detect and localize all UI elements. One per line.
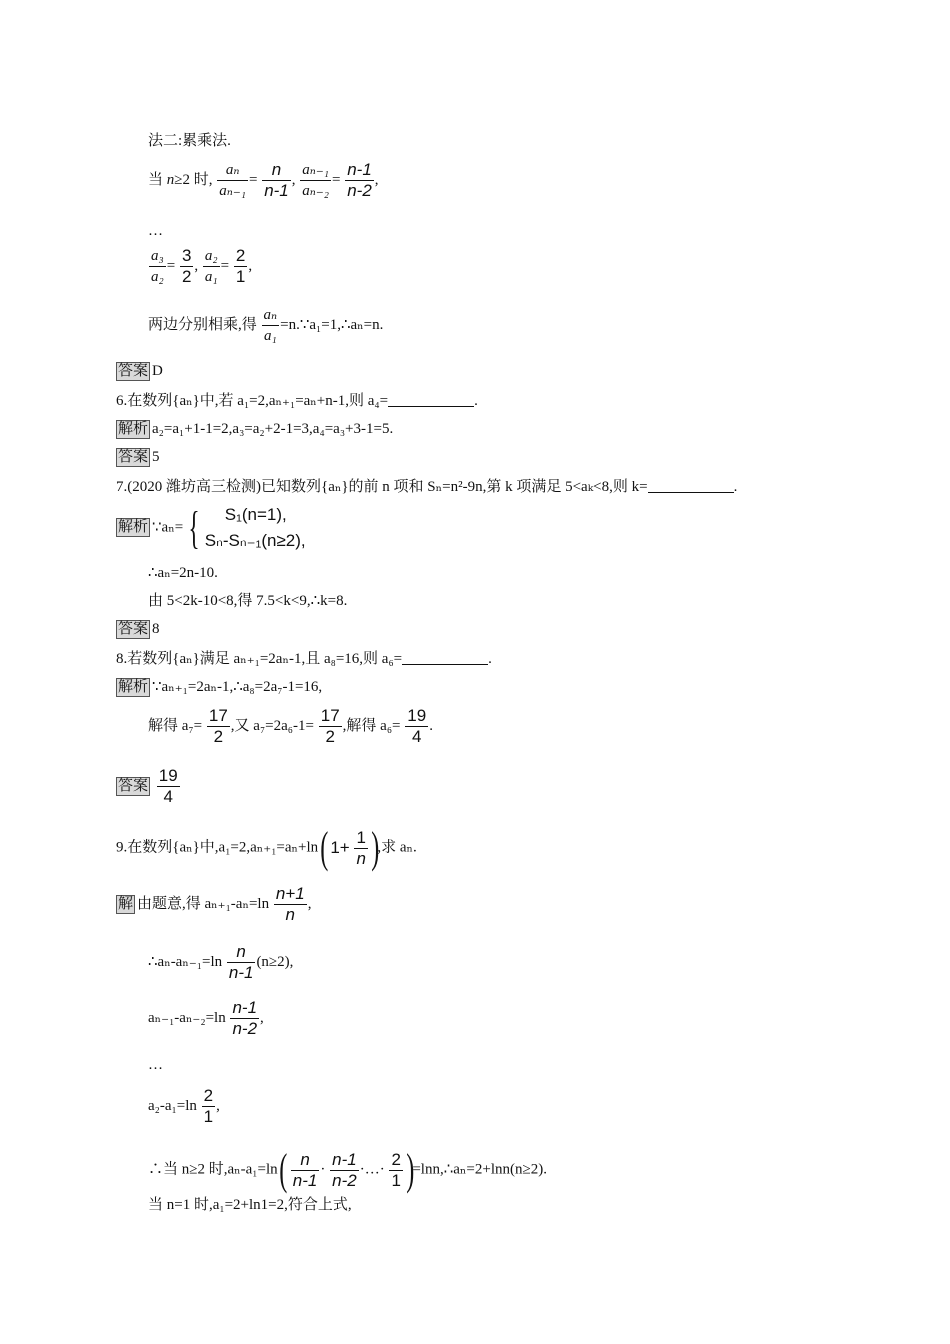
- answer-7: [116, 620, 160, 639]
- fraction: $\frac{\text{aₙ}}{\text{aₙ₋₁}}$: [219, 162, 246, 199]
- solution-tag: 解: [118, 895, 134, 912]
- equals: =: [220, 257, 230, 274]
- question-text: 9.在数列{aₙ}中,a₁=2,aₙ₊₁=aₙ+ln: [116, 839, 319, 856]
- solution-ellipsis: …: [148, 1057, 163, 1073]
- answer-blank: [648, 478, 734, 493]
- analysis-tag: 解析: [118, 519, 149, 536]
- fraction: $\frac{1}{n}$: [356, 827, 366, 868]
- answer-tag: 答案: [118, 363, 149, 379]
- fraction: $\frac{n+1}{n}$: [275, 884, 305, 924]
- fraction: $\frac{n-1}{n-2}$: [347, 160, 372, 200]
- solution-line-5: [148, 1086, 220, 1127]
- right-paren: ): [405, 1145, 415, 1194]
- comma: ,: [291, 171, 296, 188]
- analysis-7-line2: ∴aₙ=2n-10.: [148, 565, 218, 581]
- question-text: 8.若数列{aₙ}满足 aₙ₊₁=2aₙ-1,且 a₈=16,则 a₆=: [116, 651, 403, 667]
- fraction: $\frac{n-1}{n-2}$: [232, 998, 258, 1038]
- analysis-8: [116, 678, 322, 697]
- analysis-8-line2: 解得 a₇= $\frac{17}{2}$ ,又 a₇=2a₆-1= $\frac{17}{2}$ ,解得 a₆= $\frac{19}{4}$ .: [148, 706, 433, 746]
- text-segment: a₂-a₁=ln: [148, 1097, 197, 1114]
- equals: =: [331, 171, 341, 188]
- ratio-line-1: [148, 160, 379, 201]
- question-9: [116, 823, 417, 872]
- piecewise-cases: [205, 502, 306, 554]
- text-segment: =n.∵a₁=1,∴aₙ=n.: [280, 316, 384, 333]
- question-text-end: ,求 aₙ.: [377, 839, 417, 856]
- comma: ,: [248, 257, 253, 274]
- analysis-text: ∵aₙ₊₁=2aₙ-1,∴a₈=2a₇-1=16,: [152, 679, 323, 695]
- analysis-text: a₂=a₁+1-1=2,a₃=a₂+2-1=3,a₄=a₃+3-1=5.: [152, 421, 394, 437]
- solution-line-3: [148, 998, 264, 1039]
- fraction: $\frac{n}{n-1}$: [228, 942, 254, 982]
- text-segment: aₙ₋₁-aₙ₋₂=ln: [148, 1009, 226, 1026]
- fraction: $\frac{2}{1}$: [391, 1149, 401, 1190]
- solution-line-2: [148, 942, 293, 983]
- text-segment: 当: [148, 171, 167, 188]
- solution-line-7: 当 n=1 时,a₁=2+ln1=2,符合上式,: [148, 1197, 352, 1213]
- case-1: S₁(n=1),: [224, 505, 287, 524]
- fraction: $\frac{17}{2}$: [208, 706, 228, 746]
- method-two-heading: 法二:累乘法.: [148, 133, 231, 149]
- comma: ,: [216, 1097, 220, 1114]
- text-segment: =lnn,∴aₙ=2+lnn(n≥2).: [412, 1161, 547, 1178]
- fraction: $\frac{\text{a₃}}{\text{a₂}}$: [151, 248, 164, 285]
- text-segment: ∴当 n≥2 时,aₙ-a₁=ln: [148, 1161, 278, 1178]
- answer-tag: 答案: [118, 777, 149, 794]
- fraction: $\frac{n}{n-1}$: [292, 1149, 318, 1190]
- fraction: $\frac{n}{n-1}$: [264, 160, 289, 200]
- fraction: $\frac{\text{aₙ}}{\text{a₁}}$: [263, 307, 278, 344]
- text-segment: 解得 a₇=: [148, 717, 203, 734]
- fraction: $\frac{3}{2}$: [181, 246, 192, 286]
- case-2: Sₙ-Sₙ₋₁(n≥2),: [204, 531, 306, 550]
- left-brace: {: [188, 502, 200, 553]
- answer-value: 5: [152, 449, 160, 465]
- question-text: 7.(2020 潍坊高三检测)已知数列{aₙ}的前 n 项和 Sₙ=n²-9n,第 k 项满足 5<aₖ<8,则 k=: [116, 479, 648, 495]
- fraction: $\frac{n-1}{n-2}$: [332, 1149, 357, 1190]
- left-paren: (: [320, 823, 329, 872]
- fraction: $\frac{\text{aₙ₋₁}}{\text{aₙ₋₂}}$: [302, 162, 329, 199]
- fraction: $\frac{17}{2}$: [320, 706, 340, 746]
- analysis-7: [116, 502, 306, 554]
- text-segment: ,解得 a₆=: [342, 717, 401, 734]
- text-segment: ,又 a₇=2a₆-1=: [230, 717, 314, 734]
- text-segment: (n≥2),: [256, 953, 294, 970]
- ellipsis-line: …: [148, 223, 163, 239]
- fraction: $\frac{2}{1}$: [203, 1086, 214, 1126]
- comma: ,: [307, 895, 312, 912]
- ratio-line-2: [148, 246, 252, 287]
- answer-5: [116, 362, 163, 381]
- text-segment: ≥2 时,: [174, 171, 213, 188]
- analysis-text: ∵aₙ=: [152, 519, 184, 536]
- answer-8: [116, 766, 181, 807]
- comma: ,: [374, 171, 379, 188]
- answer-value: D: [152, 363, 163, 379]
- answer-blank: [388, 392, 474, 407]
- answer-value: 8: [152, 621, 160, 637]
- solution-9: [116, 884, 311, 925]
- comma: ,: [194, 257, 199, 274]
- fraction: $\frac{\text{a₂}}{\text{a₁}}$: [204, 248, 218, 285]
- text-segment: 由题意,得 aₙ₊₁-aₙ=ln: [137, 895, 270, 912]
- answer-blank: [402, 650, 488, 665]
- equals: =: [166, 257, 176, 274]
- solution-line-6: [148, 1145, 547, 1194]
- var-n: n: [166, 171, 175, 188]
- question-8: 8.若数列{aₙ}满足 aₙ₊₁=2aₙ-1,且 a₈=16,则 a₆= .: [116, 651, 492, 667]
- analysis-tag: 解析: [118, 421, 149, 437]
- fraction: $\frac{19}{4}$: [407, 706, 427, 746]
- one-plus: 1+: [330, 838, 350, 857]
- left-paren: (: [279, 1145, 288, 1194]
- answer-6: [116, 448, 160, 467]
- answer-tag: 答案: [118, 621, 149, 637]
- analysis-6: [116, 420, 393, 439]
- analysis-tag: 解析: [118, 679, 149, 695]
- question-text: 6.在数列{aₙ}中,若 a₁=2,aₙ₊₁=aₙ+n-1,则 a₄=: [116, 393, 389, 409]
- right-paren: ): [370, 823, 380, 872]
- analysis-7-line3: 由 5<2k-10<8,得 7.5<k<9,∴k=8.: [148, 593, 348, 609]
- question-6: 6.在数列{aₙ}中,若 a₁=2,aₙ₊₁=aₙ+n-1,则 a₄= .: [116, 393, 478, 409]
- fraction: $\frac{2}{1}$: [235, 246, 246, 286]
- text-segment: 两边分别相乘,得: [148, 316, 257, 333]
- answer-fraction: $\frac{19}{4}$: [158, 766, 178, 806]
- equals: =: [248, 171, 258, 188]
- comma: ,: [260, 1009, 264, 1026]
- dots: ·…·: [359, 1161, 385, 1178]
- question-7: 7.(2020 潍坊高三检测)已知数列{aₙ}的前 n 项和 Sₙ=n²-9n,第 k 项满足 5<aₖ<8,则 k= .: [116, 479, 738, 495]
- dot: ·: [320, 1161, 326, 1178]
- answer-tag: 答案: [118, 449, 149, 465]
- text-segment: ∴aₙ-aₙ₋₁=ln: [148, 953, 223, 970]
- multiply-line: [148, 305, 383, 346]
